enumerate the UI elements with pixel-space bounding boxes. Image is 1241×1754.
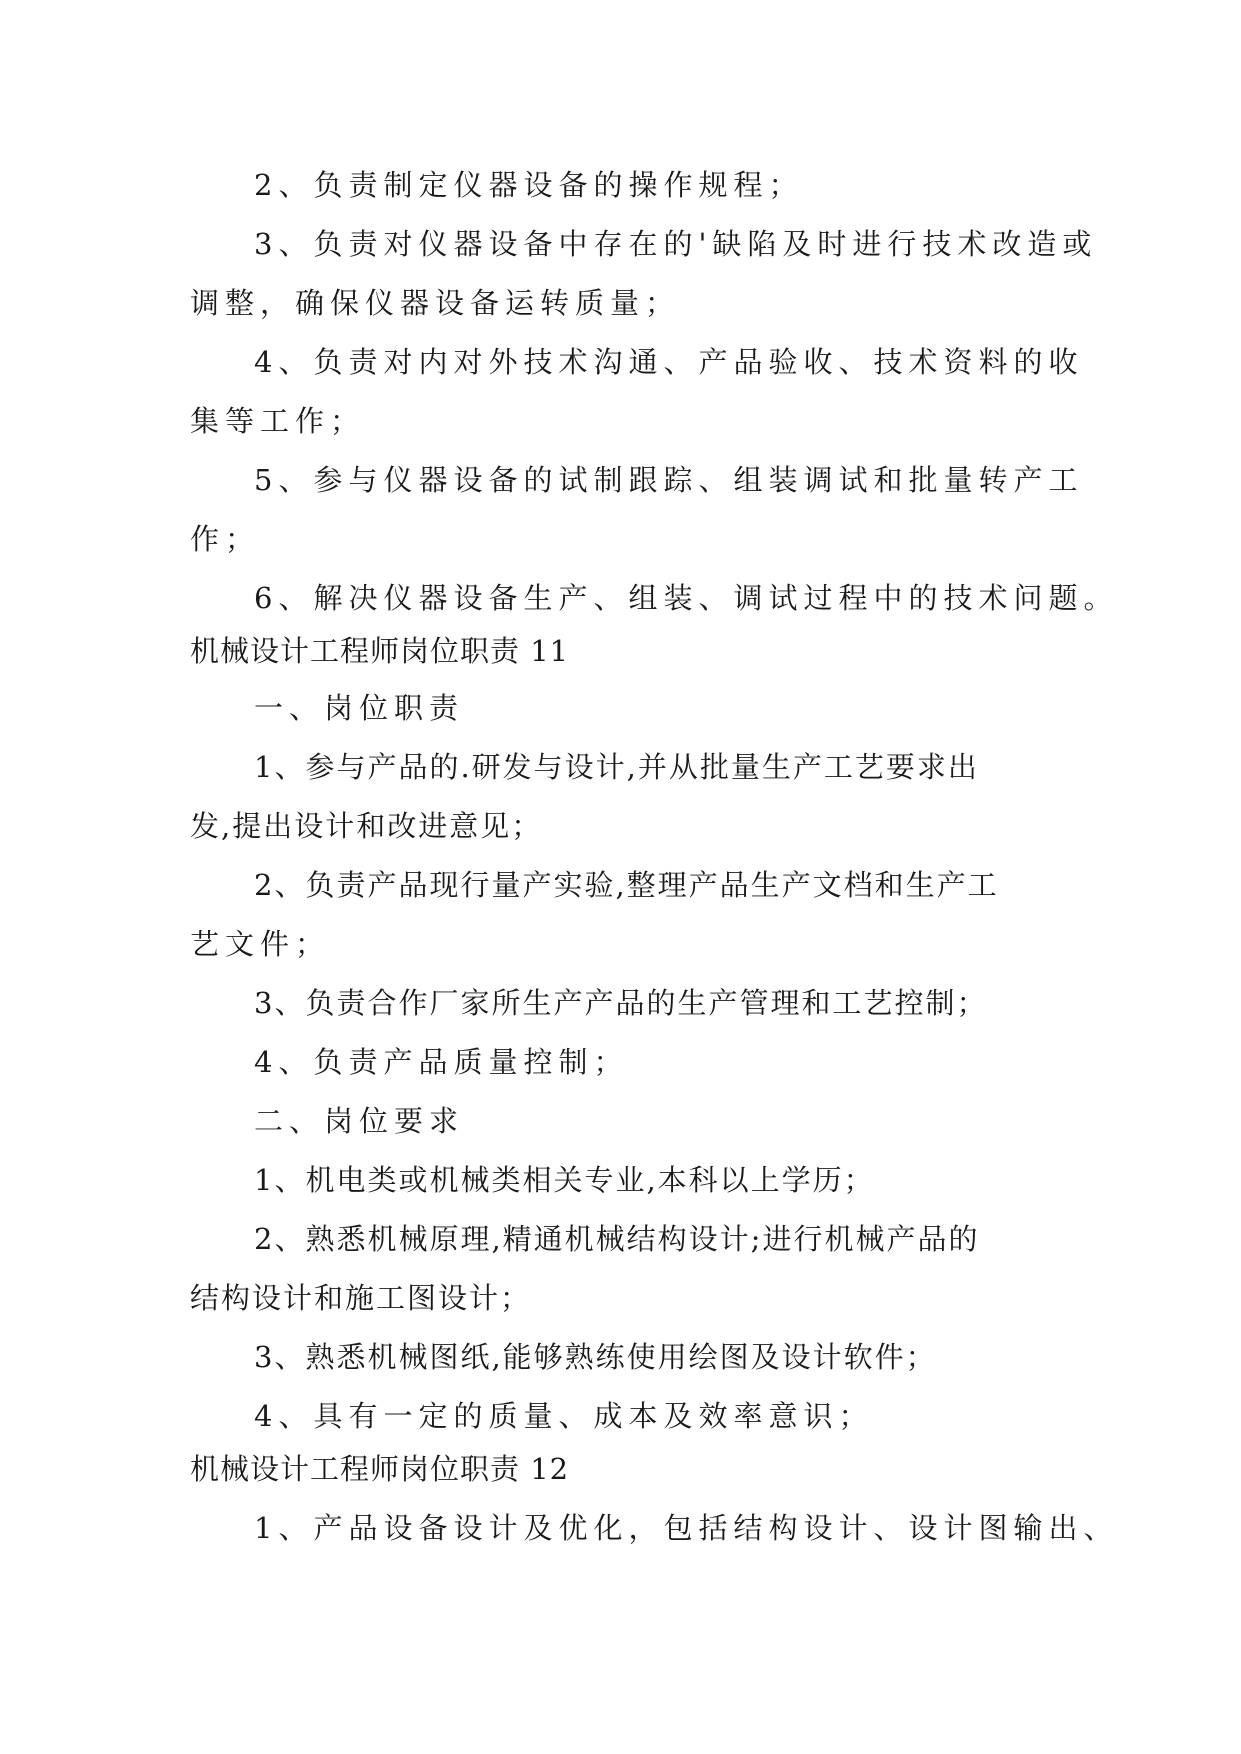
- paragraph-line: 3、负责合作厂家所生产产品的生产管理和工艺控制；: [254, 986, 988, 1020]
- paragraph-line: 发,提出设计和改进意见；: [190, 809, 543, 843]
- paragraph-line: 3、熟悉机械图纸,能够熟练使用绘图及设计软件；: [254, 1340, 937, 1374]
- paragraph-line: 2、负责制定仪器设备的操作规程；: [254, 168, 804, 202]
- paragraph-line: 集等工作；: [190, 404, 366, 438]
- paragraph-line: 4、负责产品质量控制；: [254, 1045, 629, 1079]
- paragraph-line: 艺文件；: [190, 927, 331, 961]
- paragraph-line: 3、负责对仪器设备中存在的'缺陷及时进行技术改造或: [254, 227, 1098, 261]
- paragraph-line: 5、参与仪器设备的试制跟踪、组装调试和批量转产工: [254, 463, 1084, 497]
- paragraph-line: 结构设计和施工图设计；: [190, 1281, 532, 1315]
- paragraph-line: 4、具有一定的质量、成本及效率意识；: [254, 1399, 874, 1433]
- paragraph-line: 作；: [190, 522, 261, 556]
- paragraph-line: 调整，确保仪器设备运转质量；: [190, 286, 681, 320]
- paragraph-line: 1、机电类或机械类相关专业,本科以上学历；: [254, 1163, 875, 1197]
- paragraph-line: 4、负责对内对外技术沟通、产品验收、技术资料的收: [254, 345, 1084, 379]
- paragraph-line: 1、参与产品的.研发与设计,并从批量生产工艺要求出: [254, 750, 979, 784]
- section-heading: 机械设计工程师岗位职责 11: [190, 634, 570, 668]
- subsection-heading: 一、岗位职责: [254, 691, 465, 725]
- paragraph-line: 1、产品设备设计及优化，包括结构设计、设计图输出、: [254, 1511, 1119, 1545]
- subsection-heading: 二、岗位要求: [254, 1104, 465, 1138]
- paragraph-line: 6、解决仪器设备生产、组装、调试过程中的技术问题。: [254, 581, 1119, 615]
- paragraph-line: 2、负责产品现行量产实验,整理产品生产文档和生产工: [254, 868, 999, 902]
- section-heading: 机械设计工程师岗位职责 12: [190, 1452, 570, 1486]
- paragraph-line: 2、熟悉机械原理,精通机械结构设计;进行机械产品的: [254, 1222, 980, 1256]
